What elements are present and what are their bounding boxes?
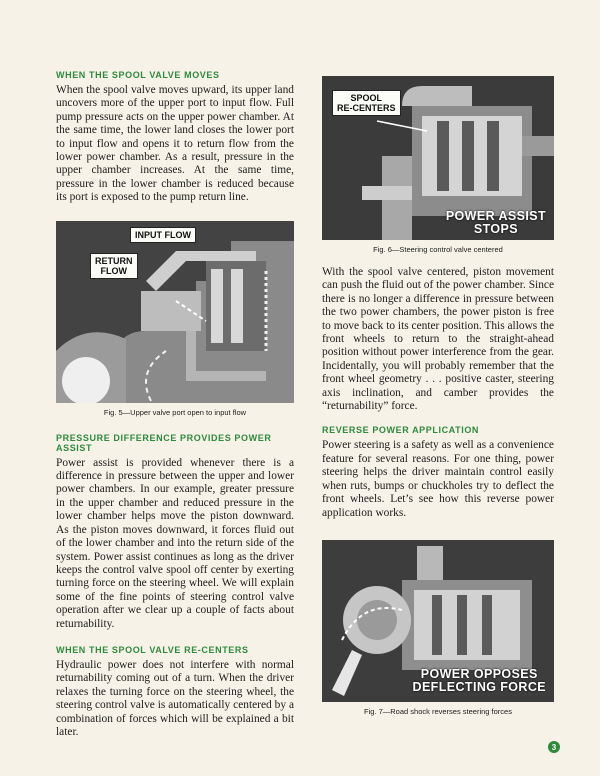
caption-fig-7: Fig. 7—Road shock reverses steering forces	[364, 706, 512, 716]
paragraph-pressure-difference: Power assist is provided whenever there is a difference in pressure between the upper and lower power chambers. In our example, greater pressure in the upper chamber and reduced pressure in the lower chamber helps move the piston downward. As the piston moves downward, it forces fluid out of the lower chamber and into the return side of the system. Power assist continues as long as the driver keeps the control valve spool off center by exerting turning force on the steering wheel. We will explain some of the fine points of steering control valve operation after we clear up a couple of facts about returnability.	[56, 456, 294, 630]
label-power-opposes	[413, 668, 546, 694]
label-power-opposes-line2: DEFLECTING FORCE	[412, 679, 546, 694]
label-input-flow: INPUT FLOW	[130, 227, 196, 243]
heading-pressure-difference: PRESSURE DIFFERENCE PROVIDES POWER ASSIST	[56, 432, 272, 453]
label-spool-line1: SPOOL	[350, 93, 383, 103]
label-return-flow	[90, 253, 138, 279]
figure-5-illustration	[56, 221, 294, 403]
paragraph-reverse-power: Power steering is a safety as well as a convenience feature for several reasons. For one thing, power steering helps the driver maintain control easily when ruts, bumps or chuckholes try to deflect the front wheels. Let’s see how this reverse power application works.	[322, 439, 554, 519]
label-return-line2: FLOW	[100, 265, 127, 276]
label-return-line1: RETURN	[95, 255, 133, 266]
label-power-assist-line2: STOPS	[473, 222, 518, 236]
caption-fig-5: Fig. 5—Upper valve port open to input flow	[103, 407, 247, 417]
label-spool-recenters	[332, 90, 401, 116]
label-power-assist-line1: POWER ASSIST	[445, 209, 546, 223]
figure-5	[56, 221, 294, 403]
heading-spool-valve-moves: WHEN THE SPOOL VALVE MOVES	[56, 70, 220, 80]
right-column	[322, 76, 554, 732]
paragraph-spool-valve-moves: When the spool valve moves upward, its upper land uncovers more of the upper port to input flow. Full pump pressure acts on the upper power chamber. At the same time, the lower land closes the lower port to input flow and opens it to return flow from the lower power chamber. As a result, pressure in the upper chamber increases. At the same time, pressure in the lower chamber is reduced because its port is exposed to the pump return line.	[56, 84, 294, 204]
paragraph-spool-centered: With the spool valve centered, piston movement can push the fluid out of the power chamber. Since there is no longer a difference in pressure between the two power chambers, the power piston is free to move back to its center position. This allows the front wheels to return to the straight-ahead position without power interference from the gear. Incidentally, you will probably remember that the front wheel geometry . . . positive caster, steering axis inclination, and camber provides the “returnability” force.	[322, 266, 554, 413]
page-number: 3	[548, 741, 560, 753]
label-power-opposes-line1: POWER OPPOSES	[420, 666, 538, 681]
caption-fig-6: Fig. 6—Steering control valve centered	[373, 245, 503, 254]
left-column	[56, 70, 294, 739]
figure-6	[322, 76, 554, 240]
label-spool-line2: RE-CENTERS	[337, 103, 396, 113]
heading-reverse-power: REVERSE POWER APPLICATION	[322, 425, 480, 436]
figure-7	[322, 540, 554, 702]
label-power-assist-stops	[446, 210, 546, 236]
heading-spool-recenters: WHEN THE SPOOL VALVE RE-CENTERS	[56, 644, 249, 655]
paragraph-spool-recenters: Hydraulic power does not interfere with normal returnability coming out of a turn. When the driver relaxes the turning force on the steering wheel, the steering control valve is automatically centered by a combination of forces which will be explained a bit later.	[56, 658, 294, 738]
